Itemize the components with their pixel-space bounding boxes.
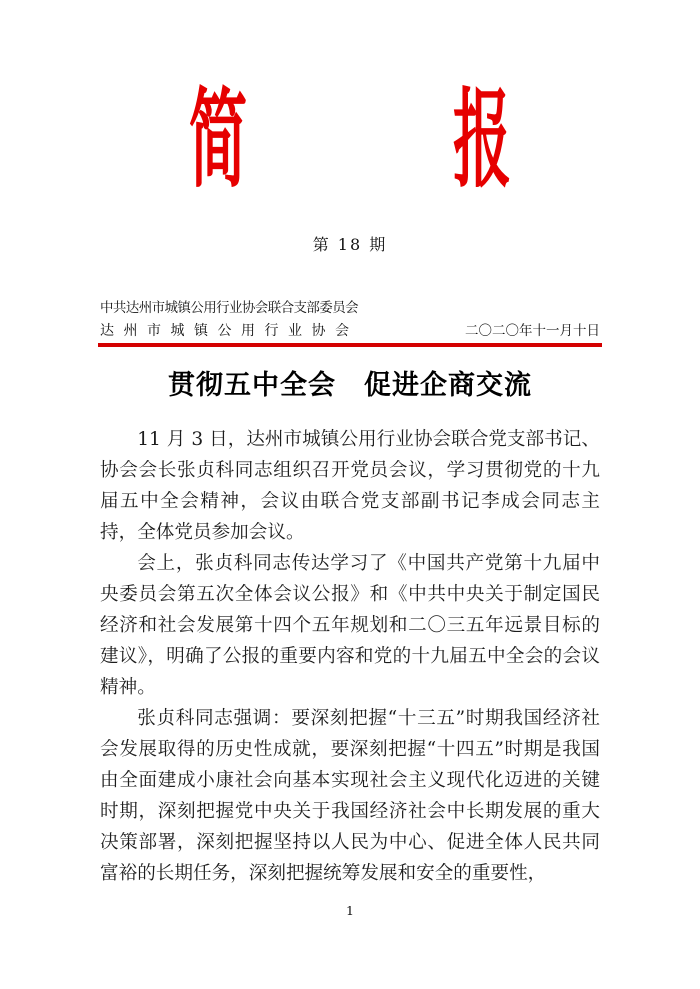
article-headline: 贯彻五中全会 促进企商交流 bbox=[168, 369, 532, 401]
article-paragraph-1: 11 月 3 日，达州市城镇公用行业协会联合党支部书记、协会会长张贞科同志组织召开党员会议，学习贯彻党的十九届五中全会精神，会议由联合党支部副书记李成会同志主持，全体党员参加会议。 bbox=[100, 428, 600, 543]
article-paragraph-2: 会上，张贞科同志传达学习了《中国共产党第十九届中央委员会第五次全体会议公报》和《中共中央关于制定国民经济和社会发展第十四个五年规划和二〇三五年远景目标的建议》，明确了公报的重要内容和党的十九届五中全会的会议精神。 bbox=[100, 552, 600, 698]
org-date-row bbox=[100, 322, 600, 340]
org-line-1: 中共达州市城镇公用行业协会联合支部委员会 bbox=[100, 300, 358, 316]
bulletin-title-char-2: 报 bbox=[452, 76, 512, 203]
org-line-2: 达州市城镇公用行业协会 bbox=[100, 323, 359, 339]
masthead-org-block bbox=[100, 300, 600, 340]
page-number: 1 bbox=[346, 903, 354, 918]
issue-date: 二〇二〇年十一月十日 bbox=[465, 323, 600, 339]
issue-number: 第 18 期 bbox=[312, 235, 388, 254]
article-paragraph-3: 张贞科同志强调：要深刻把握“十三五”时期我国经济社会发展取得的历史性成就，要深刻把握“十四五”时期是我国由全面建成小康社会向基本实现社会主义现代化迈进的关键时期，深刻把握党中央关于我国经济社会中长期发展的重大决策部署，深刻把握坚持以人民为中心、促进全体人民共同富裕的长期任务，深刻把握统筹发展和安全的重要性， bbox=[100, 707, 600, 884]
article-body bbox=[100, 424, 600, 889]
bulletin-title bbox=[185, 0, 515, 203]
masthead-divider-rule bbox=[98, 343, 602, 347]
bulletin-title-char-1: 简 bbox=[188, 76, 248, 203]
